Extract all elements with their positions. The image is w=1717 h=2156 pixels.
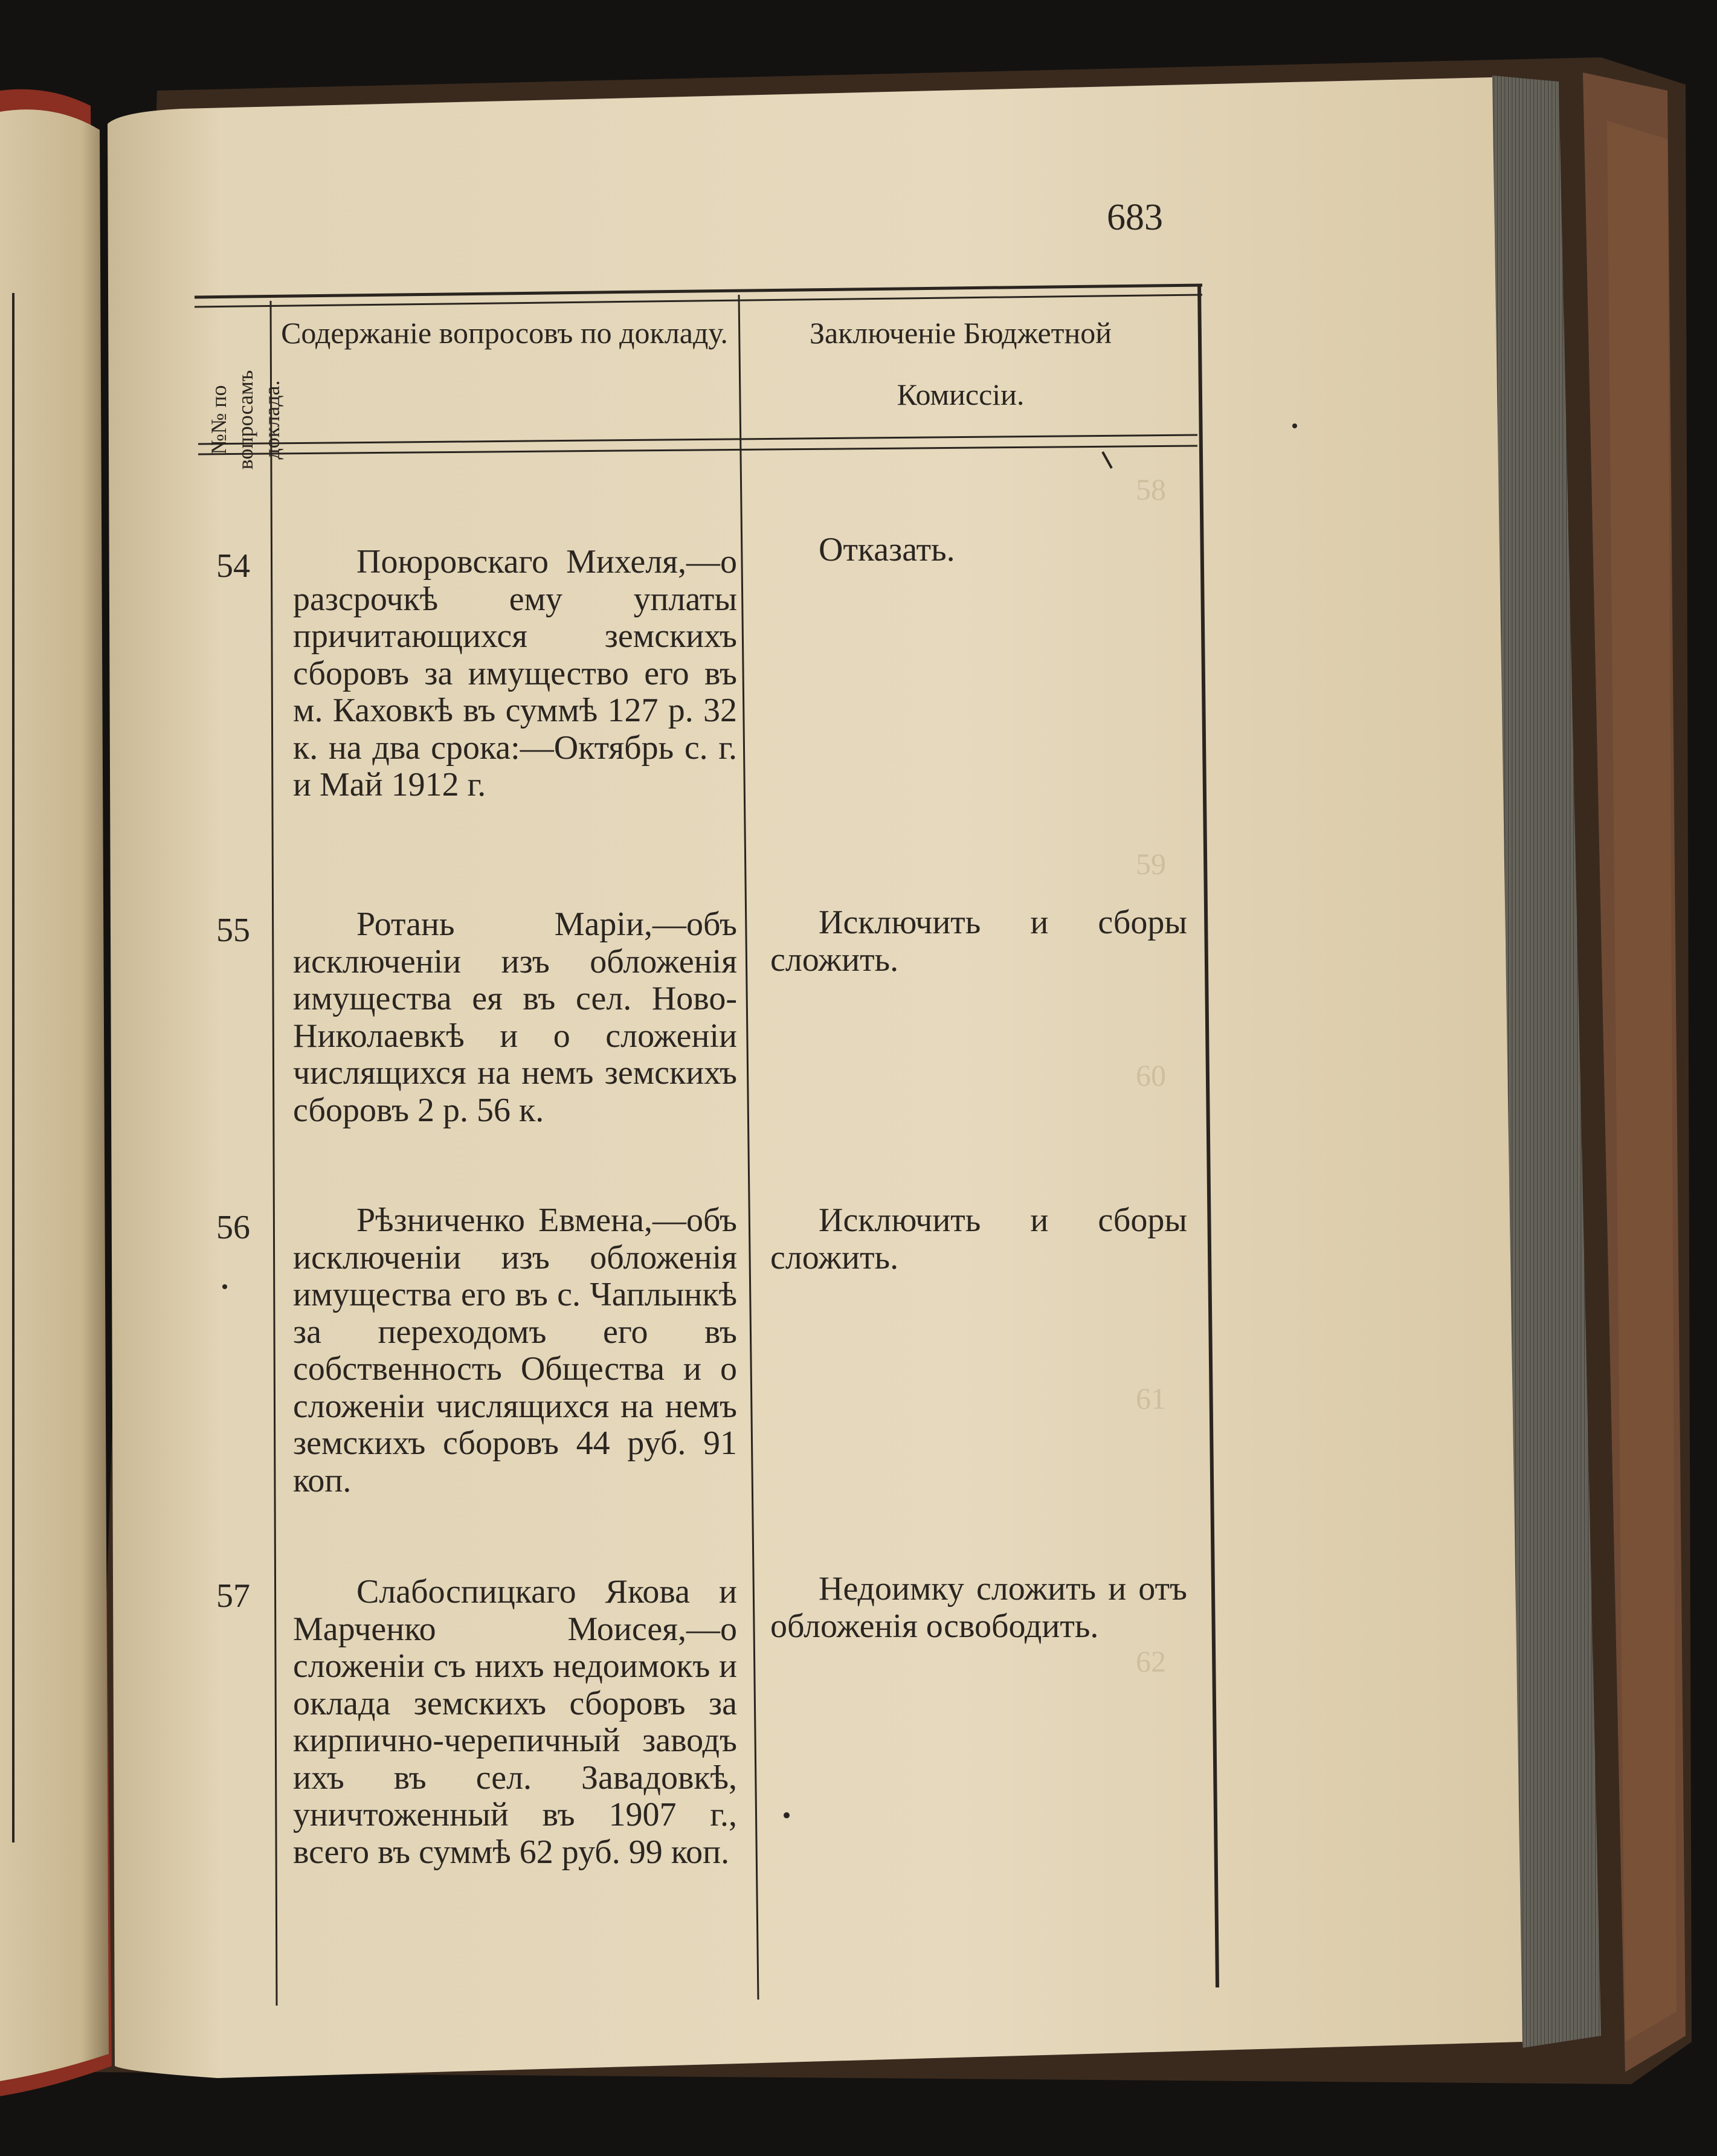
row-description: Слабоспицкаго Якова и Марченко Моисея,—о сложеніи съ нихъ недоимокъ и оклада земскихъ сборовъ за кирпично-черепичный заводъ ихъ въ сел. Завадовкѣ, уничтоженный въ 1907 г., всего въ суммѣ 62 руб. 99 коп. [293, 1573, 737, 1871]
bleed-through-text: 60 [1136, 1058, 1166, 1092]
row-description: Ротань Маріи,—объ исключеніи изъ обложенія имущества ея въ сел. Ново-Николаевкѣ и о сложеніи числящихся на немъ земскихъ сборовъ 2 р. 56 к. [293, 906, 737, 1129]
header-conclusion-column: Заключеніе Бюджетной Комиссіи. [809, 316, 1112, 411]
left-facing-page [0, 89, 112, 2096]
row-conclusion: Недоимку сложить и отъ обложенія освободить. [770, 1570, 1187, 1645]
row-number: 57 [216, 1577, 250, 1615]
bleed-through-text: 62 [1136, 1644, 1166, 1678]
header-number-column: №№ по вопросамъ доклада. [207, 370, 284, 470]
row-description: Поюровскаго Михеля,—о разсрочкѣ ему уплаты причитающихся земскихъ сборовъ за имущество его въ м. Каховкѣ въ суммѣ 127 р. 32 к. на два срока:—Октябрь с. г. и Май 1912 г. [293, 543, 737, 803]
row-conclusion: Отказать. [819, 531, 955, 568]
header-content-column: Содержаніе вопросовъ по докладу. [281, 316, 728, 350]
row-number: 56 [216, 1209, 250, 1246]
bleed-through-text: 61 [1136, 1382, 1166, 1415]
row-description: Рѣзниченко Евмена,—объ исключеніи изъ обложенія имущества его въ с. Чаплынкѣ за переходомъ его въ собственность Общества и о сложеніи числящихся на немъ земскихъ сборовъ 44 руб. 91 коп. [293, 1202, 737, 1499]
bleed-through-text: 59 [1136, 847, 1166, 881]
row-conclusion: Исключить и сборы сложить. [770, 904, 1187, 979]
bleed-through-text: 58 [1136, 472, 1166, 506]
row-conclusion: Исключить и сборы сложить. [770, 1202, 1187, 1276]
row-number: 55 [216, 912, 250, 949]
page-number: 683 [1107, 197, 1163, 238]
row-number: 54 [216, 547, 250, 585]
